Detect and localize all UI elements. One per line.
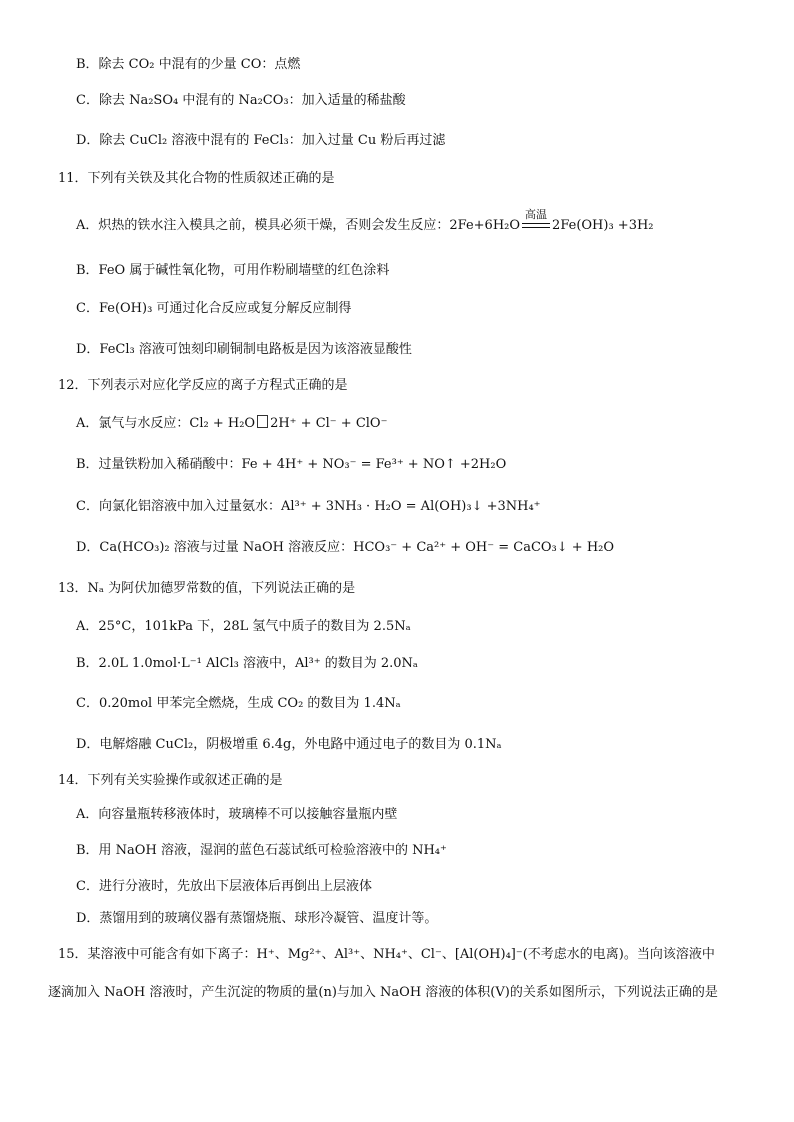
reaction-condition <box>520 208 552 235</box>
question-14-stem: 14．下列有关实验操作或叙述正确的是 <box>58 773 283 788</box>
option-14d: D．蒸馏用到的玻璃仪器有蒸馏烧瓶、球形冷凝管、温度计等。 <box>76 911 438 926</box>
option-14c: C．进行分液时，先放出下层液体后再倒出上层液体 <box>76 879 372 894</box>
option-12a-right: 2H⁺ + Cl⁻ + ClO⁻ <box>270 416 388 431</box>
option-11b: B．FeO 属于碱性氧化物，可用作粉刷墙壁的红色涂料 <box>76 263 390 278</box>
option-12b: B．过量铁粉加入稀硝酸中：Fe + 4H⁺ + NO₃⁻ = Fe³⁺ + NO↑ +2H₂O <box>76 457 507 472</box>
option-13d: D．电解熔融 CuCl₂，阴极增重 6.4g，外电路中通过电子的数目为 0.1Nₐ <box>76 737 502 752</box>
question-12-stem: 12．下列表示对应化学反应的离子方程式正确的是 <box>58 378 348 393</box>
option-10d: D．除去 CuCl₂ 溶液中混有的 FeCl₃：加入过量 Cu 粉后再过滤 <box>76 133 446 148</box>
option-11c: C．Fe(OH)₃ 可通过化合反应或复分解反应制得 <box>76 301 352 316</box>
question-15-stem-line1: 15．某溶液中可能含有如下离子：H⁺、Mg²⁺、Al³⁺、NH₄⁺、Cl⁻、[Al(OH)₄]⁻(不考虑水的电离)。当向该溶液中 <box>58 947 715 962</box>
option-10c: C．除去 Na₂SO₄ 中混有的 Na₂CO₃：加入适量的稀盐酸 <box>76 93 406 108</box>
option-11a-right: 2Fe(OH)₃ +3H₂ <box>552 218 654 233</box>
option-11d: D．FeCl₃ 溶液可蚀刻印刷铜制电路板是因为该溶液显酸性 <box>76 342 412 357</box>
option-10b: B．除去 CO₂ 中混有的少量 CO：点燃 <box>76 57 301 72</box>
missing-glyph-box <box>257 415 268 428</box>
condition-label: 高温 <box>525 208 548 221</box>
option-12d: D．Ca(HCO₃)₂ 溶液与过量 NaOH 溶液反应：HCO₃⁻ + Ca²⁺ + OH⁻ = CaCO₃↓ + H₂O <box>76 540 615 555</box>
option-11a <box>76 208 654 235</box>
option-12a-left: A．氯气与水反应：Cl₂ + H₂O <box>76 416 256 431</box>
option-14b: B．用 NaOH 溶液，湿润的蓝色石蕊试纸可检验溶液中的 NH₄⁺ <box>76 843 447 858</box>
option-13a: A．25°C，101kPa 下，28L 氢气中质子的数目为 2.5Nₐ <box>76 619 411 634</box>
option-11a-left: A．炽热的铁水注入模具之前，模具必须干燥，否则会发生反应：2Fe+6H₂O <box>76 218 521 233</box>
question-11-stem: 11．下列有关铁及其化合物的性质叙述正确的是 <box>58 171 335 186</box>
option-13b: B．2.0L 1.0mol·L⁻¹ AlCl₃ 溶液中，Al³⁺ 的数目为 2.0Nₐ <box>76 656 418 671</box>
option-14a: A．向容量瓶转移液体时，玻璃棒不可以接触容量瓶内壁 <box>76 807 398 822</box>
option-12a <box>76 415 387 433</box>
question-13-stem: 13．Nₐ 为阿伏加德罗常数的值，下列说法正确的是 <box>58 581 356 596</box>
question-15-stem-line2: 逐滴加入 NaOH 溶液时，产生沉淀的物质的量(n)与加入 NaOH 溶液的体积(V)的关系如图所示，下列说法正确的是 <box>48 985 718 1000</box>
option-12c: C．向氯化铝溶液中加入过量氨水：Al³⁺ + 3NH₃ · H₂O = Al(OH)₃↓ +3NH₄⁺ <box>76 499 541 514</box>
option-13c: C．0.20mol 甲苯完全燃烧，生成 CO₂ 的数目为 1.4Nₐ <box>76 696 401 711</box>
